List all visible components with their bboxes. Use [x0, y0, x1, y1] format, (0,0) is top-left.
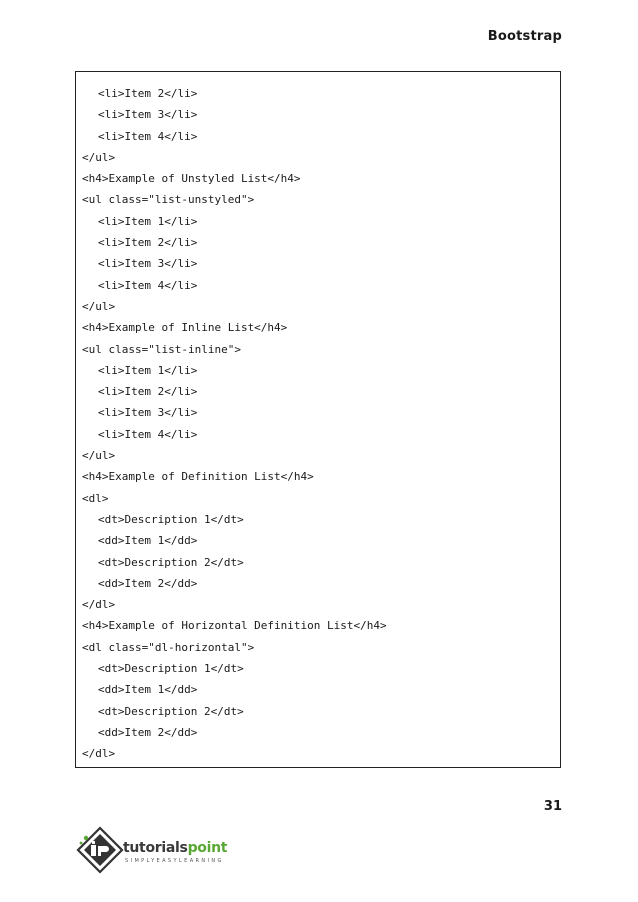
code-line: <dl class="dl-horizontal">: [82, 640, 255, 654]
code-line: <li>Item 3</li>: [98, 257, 198, 271]
logo-icon: [76, 826, 124, 874]
code-line: <h4>Example of Unstyled List</h4>: [82, 172, 301, 186]
page-header-title: Bootstrap: [487, 29, 562, 44]
code-line: </ul>: [82, 150, 116, 164]
code-line: <h4>Example of Inline List</h4>: [82, 321, 288, 335]
code-line: <li>Item 1</li>: [98, 363, 198, 377]
code-line: </dl>: [82, 747, 116, 761]
logo-tagline: SIMPLYEASYLEARNING: [125, 858, 224, 864]
code-line: <dt>Description 2</dt>: [98, 555, 244, 569]
code-line: <dt>Description 2</dt>: [98, 704, 244, 718]
code-line: </dl>: [82, 598, 116, 612]
logo-name-part1: tutorials: [123, 840, 188, 856]
code-line: <h4>Example of Horizontal Definition List</h4>: [82, 619, 387, 633]
code-line: <li>Item 4</li>: [98, 129, 198, 143]
code-line: <li>Item 4</li>: [98, 278, 198, 292]
code-line: <dt>Description 1</dt>: [98, 662, 244, 676]
code-line: <dd>Item 2</dd>: [98, 576, 198, 590]
code-line: <li>Item 2</li>: [98, 385, 198, 399]
code-line: <li>Item 4</li>: [98, 427, 198, 441]
code-line: </ul>: [82, 299, 116, 313]
code-line: <li>Item 3</li>: [98, 406, 198, 420]
code-line: <dd>Item 1</dd>: [98, 683, 198, 697]
code-line: <ul class="list-unstyled">: [82, 193, 255, 207]
tutorialspoint-logo: [76, 826, 246, 874]
code-lines: [76, 83, 387, 765]
code-block: [75, 71, 561, 768]
code-line: <dd>Item 1</dd>: [98, 534, 198, 548]
code-line: <li>Item 2</li>: [98, 87, 198, 100]
code-line: <li>Item 1</li>: [98, 214, 198, 228]
code-line: </ul>: [82, 449, 116, 463]
code-line: <dt>Description 1</dt>: [98, 512, 244, 526]
logo-name-part2: point: [187, 840, 228, 856]
logo-wordmark: [123, 840, 227, 856]
code-line: <dl>: [82, 491, 109, 505]
code-line: <dd>Item 2</dd>: [98, 725, 198, 739]
code-line: <h4>Example of Definition List</h4>: [82, 470, 314, 484]
code-line: <li>Item 3</li>: [98, 108, 198, 122]
code-line: <li>Item 2</li>: [98, 236, 198, 250]
page-number: 31: [543, 799, 562, 814]
code-line: <ul class="list-inline">: [82, 342, 241, 356]
